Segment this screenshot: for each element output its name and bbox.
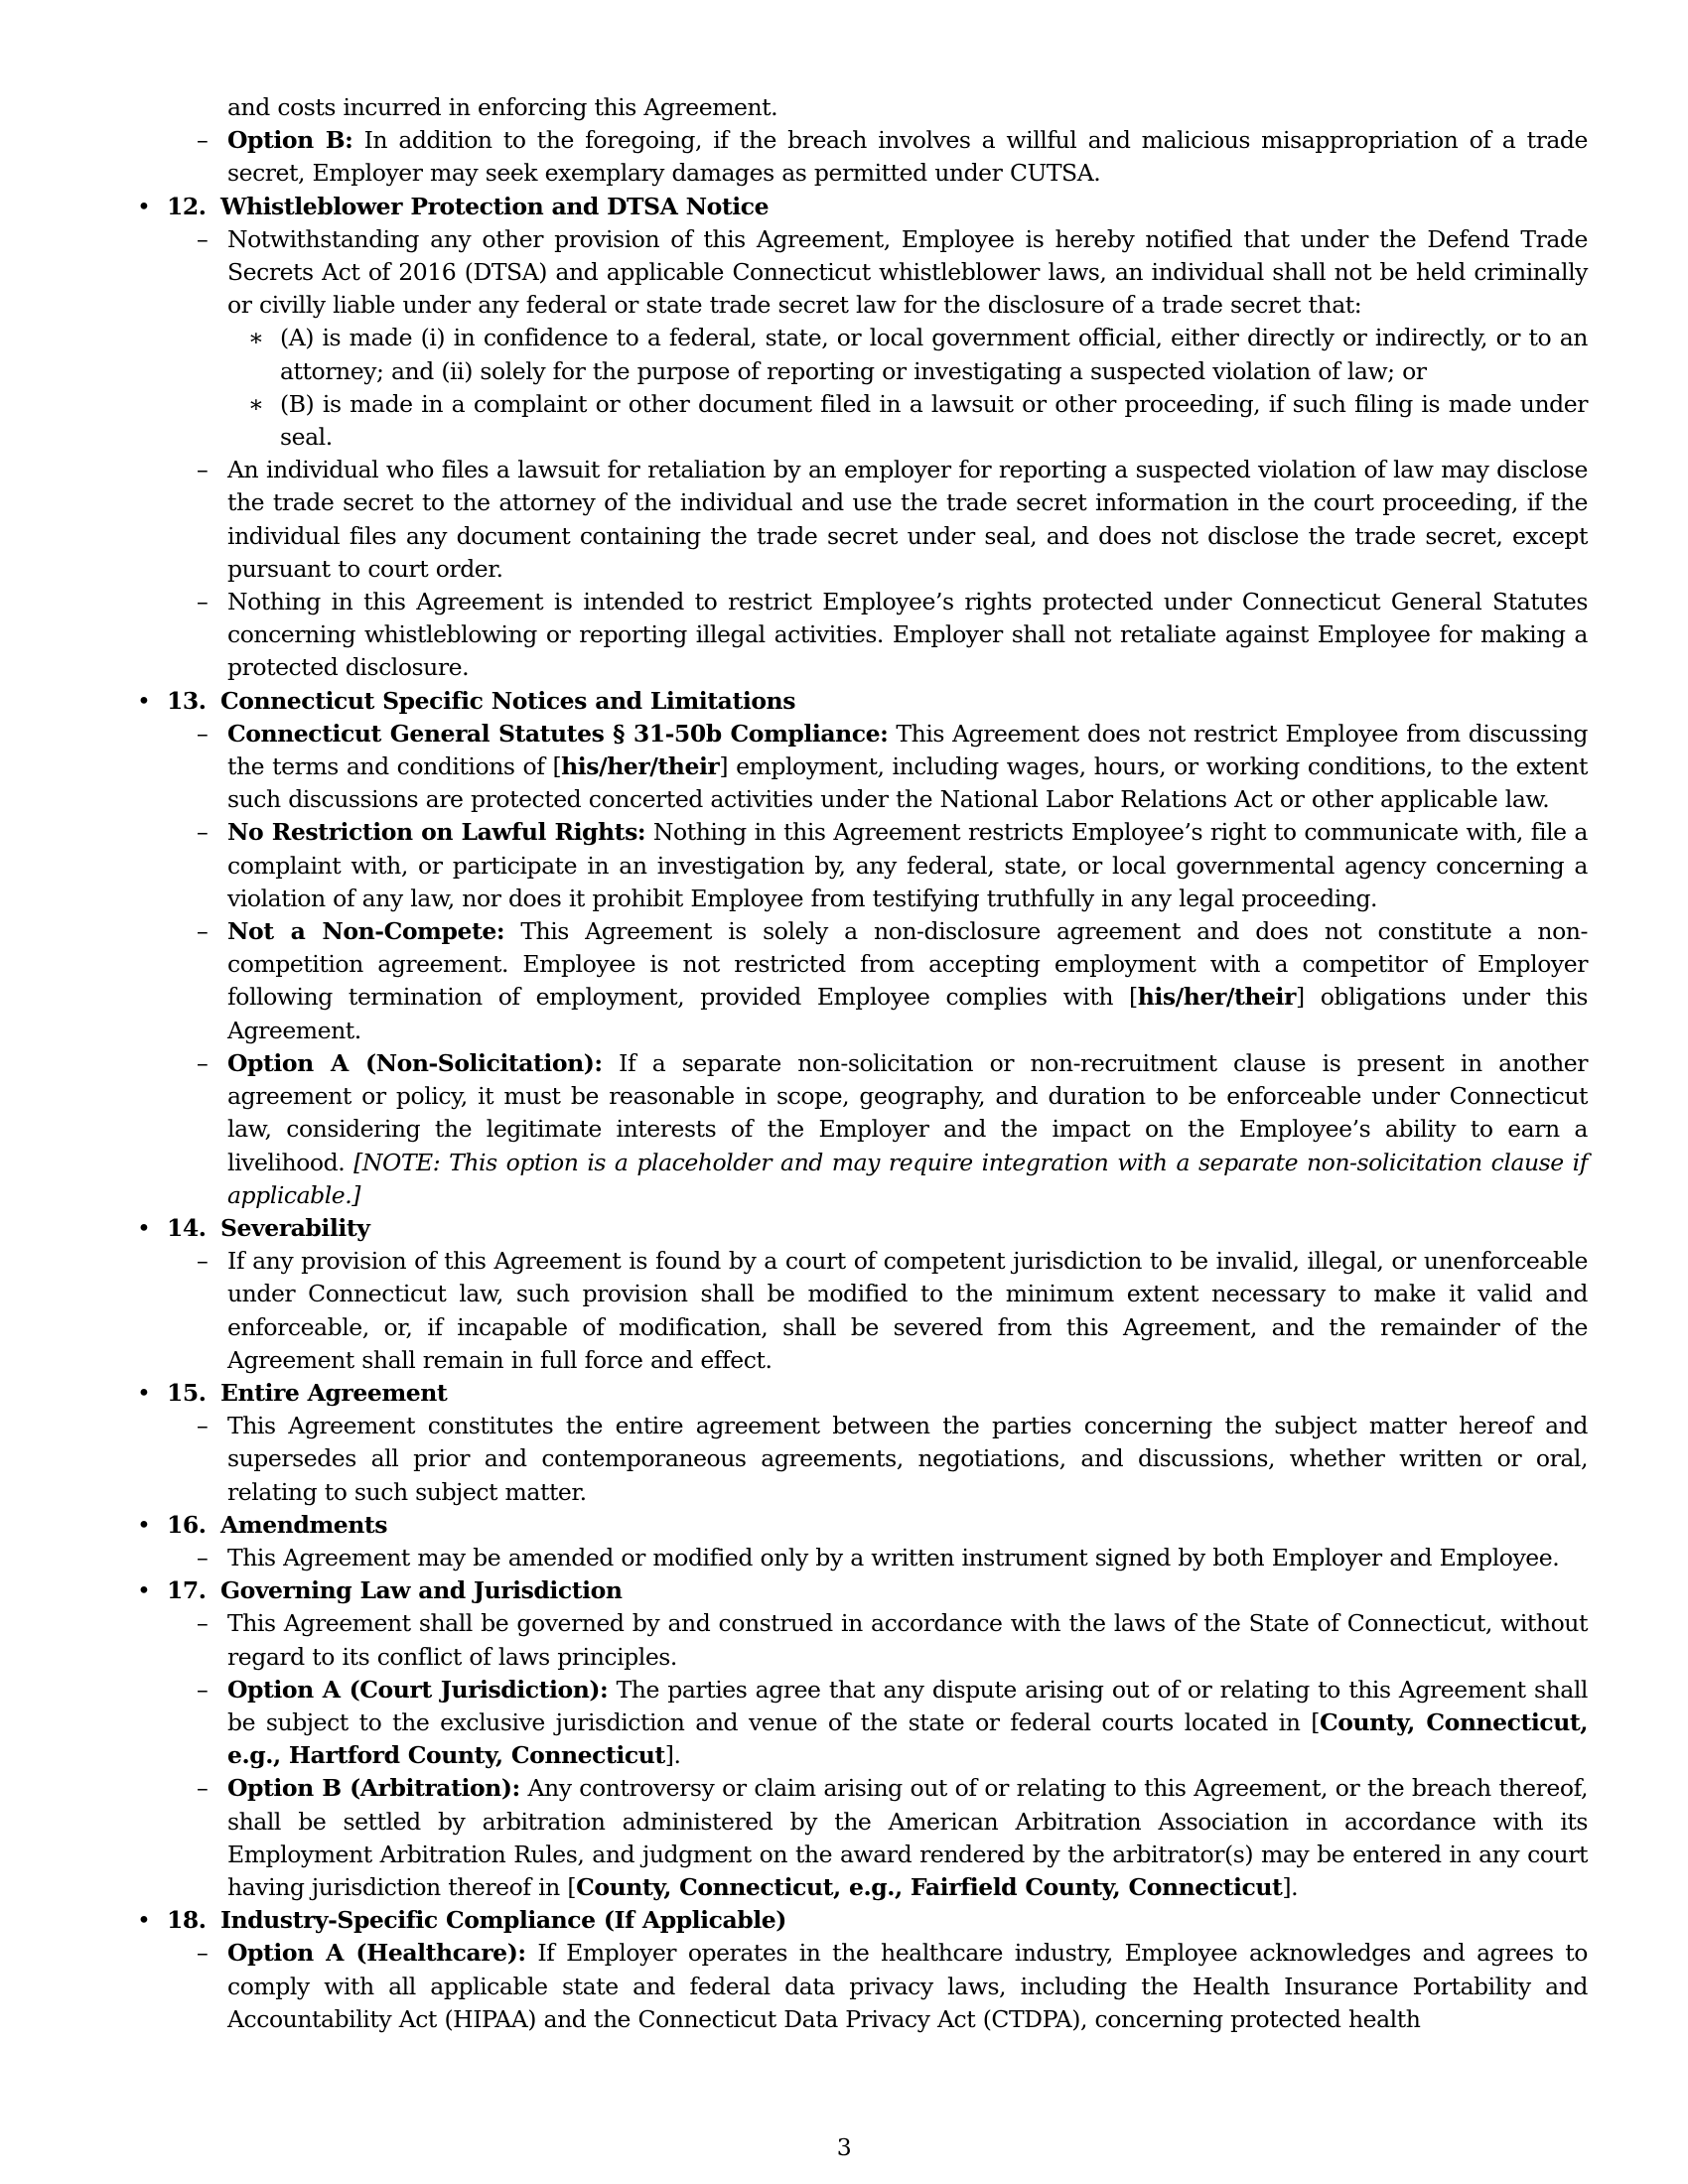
section-15-heading bbox=[0, 1377, 1688, 1410]
item-text: ]. bbox=[664, 1741, 681, 1770]
section-title: Industry-Specific Compliance (If Applicable) bbox=[220, 1906, 786, 1935]
page-number: 3 bbox=[836, 2133, 852, 2161]
section-number: 13. bbox=[167, 686, 207, 715]
section-17-heading bbox=[0, 1574, 1688, 1607]
paragraph-text: An individual who files a lawsuit for retaliation by an employer for reporting a suspected violation of law may disclose the trade secret to the attorney of the individual and use the trade secret information in the court proceeding, if the individual files any document containing the trade secret under seal, and does not disclose the trade secret, except pursuant to court order. bbox=[227, 456, 1588, 583]
paragraph-text: This Agreement shall be governed by and construed in accordance with the laws of the State of Connecticut, without regard to its conflict of laws principles. bbox=[227, 1609, 1588, 1671]
section-12-heading bbox=[0, 191, 1688, 223]
dash-marker: – bbox=[197, 917, 209, 946]
dash-marker: – bbox=[197, 1048, 209, 1077]
dash-marker: – bbox=[197, 1412, 209, 1440]
section-12-subitem-a bbox=[0, 322, 1588, 387]
asterisk-marker: ∗ bbox=[248, 389, 264, 418]
section-12-item-3 bbox=[0, 586, 1588, 685]
section-14-heading bbox=[0, 1212, 1688, 1245]
dash-marker: – bbox=[197, 1939, 209, 1968]
section-18-heading bbox=[0, 1904, 1688, 1937]
section-17-item-1 bbox=[0, 1607, 1588, 1673]
dash-marker: – bbox=[197, 1543, 209, 1571]
section-13-item-3 bbox=[0, 915, 1588, 1047]
section-13-heading bbox=[0, 685, 1688, 718]
dash-marker: – bbox=[197, 719, 209, 748]
bullet-marker: • bbox=[137, 1906, 151, 1935]
section-12-subitem-b bbox=[0, 388, 1588, 454]
item-label: Option A (Non-Solicitation): bbox=[227, 1048, 603, 1077]
section-14-item-1 bbox=[0, 1245, 1588, 1377]
section-13-item-1 bbox=[0, 718, 1588, 817]
section-13-item-2 bbox=[0, 816, 1588, 915]
section-title: Severability bbox=[220, 1213, 370, 1242]
dash-marker: – bbox=[197, 818, 209, 847]
section-number: 18. bbox=[167, 1906, 207, 1935]
dash-marker: – bbox=[197, 126, 209, 155]
section-15-item-1 bbox=[0, 1410, 1588, 1509]
bullet-marker: • bbox=[137, 1510, 151, 1539]
section-12-item-2 bbox=[0, 454, 1588, 586]
subitem-text: (A) is made (i) in confidence to a federal, state, or local government official, either directly or indirectly, or to an attorney; and (ii) solely for the purpose of reporting or investigating a suspected violation of law; or bbox=[280, 324, 1588, 385]
placeholder-county: County, Connecticut, e.g., Hartford County, Connecticut bbox=[227, 1707, 1588, 1770]
item-text: This Agreement is solely a non-disclosure agreement and does not constitute a non-competition agreement. Employee is not restricted from accepting employment with a competitor of Employer following termination of employment, provided Employee complies with [ bbox=[227, 917, 1588, 1012]
section-16-item-1 bbox=[0, 1542, 1588, 1574]
item-text: ]. bbox=[1282, 1872, 1299, 1901]
dash-marker: – bbox=[197, 1609, 209, 1638]
dash-marker: – bbox=[197, 456, 209, 484]
item-label: Connecticut General Statutes § 31-50b Compliance: bbox=[227, 719, 889, 748]
item-label: Option A (Healthcare): bbox=[227, 1939, 526, 1968]
item-text: ] employment, including wages, hours, or working conditions, to the extent such discussions are protected concerted activities under the National Labor Relations Act or other applicable law. bbox=[227, 752, 1588, 814]
item-label: Option B (Arbitration): bbox=[227, 1774, 520, 1803]
italic-note: [NOTE: This option is a placeholder and may require integration with a separate non-solicitation clause if applicable.] bbox=[227, 1148, 1588, 1209]
item-label: No Restriction on Lawful Rights: bbox=[227, 818, 646, 847]
section-number: 15. bbox=[167, 1378, 207, 1407]
item-label: Option A (Court Jurisdiction): bbox=[227, 1675, 609, 1704]
item-text: This Agreement does not restrict Employee from discussing the terms and conditions of [ bbox=[227, 719, 1589, 781]
section-title: Connecticut Specific Notices and Limitations bbox=[220, 686, 795, 715]
bullet-marker: • bbox=[137, 192, 151, 220]
asterisk-marker: ∗ bbox=[248, 324, 264, 352]
section-title: Governing Law and Jurisdiction bbox=[220, 1576, 623, 1605]
section-17-item-2 bbox=[0, 1674, 1588, 1773]
dash-marker: – bbox=[197, 1675, 209, 1704]
placeholder-pronoun: his/her/their bbox=[1137, 983, 1296, 1012]
item-text: If Employer operates in the healthcare industry, Employee acknowledges and agrees to comply with all applicable state and federal data privacy laws, including the Health Insurance Portability and Accountability Act (HIPAA) and the Connecticut Data Privacy Act (CTDPA), concerning protected health bbox=[227, 1939, 1588, 2033]
bullet-marker: • bbox=[137, 686, 151, 715]
item-text: ] obligations under this Agreement. bbox=[227, 983, 1589, 1044]
option-text: In addition to the foregoing, if the breach involves a willful and malicious misappropriation of a trade secret, Employer may seek exemplary damages as permitted under CUTSA. bbox=[227, 126, 1588, 188]
placeholder-pronoun: his/her/their bbox=[561, 752, 720, 781]
subitem-text: (B) is made in a complaint or other document filed in a lawsuit or other proceeding, if such filing is made under seal. bbox=[280, 389, 1588, 452]
item-text: The parties agree that any dispute arising out of or relating to this Agreement shall be subject to the exclusive jurisdiction and venue of the state or federal courts located in [ bbox=[227, 1675, 1588, 1736]
bullet-marker: • bbox=[137, 1213, 151, 1242]
option-label: Option B: bbox=[227, 126, 353, 155]
paragraph-text: This Agreement constitutes the entire agreement between the parties concerning the subject matter hereof and supersedes all prior and contemporaneous agreements, negotiations, and discussions, whether written or oral, relating to such subject matter. bbox=[227, 1412, 1588, 1506]
section-title: Whistleblower Protection and DTSA Notice bbox=[220, 192, 770, 220]
bullet-marker: • bbox=[137, 1378, 151, 1407]
section-16-heading bbox=[0, 1509, 1688, 1542]
section-number: 14. bbox=[167, 1213, 207, 1242]
paragraph-text: Nothing in this Agreement is intended to restrict Employee’s rights protected under Connecticut General Statutes concerning whistleblowing or reporting illegal activities. Employer shall not retaliate against Employee for making a protected disclosure. bbox=[227, 588, 1588, 682]
dash-marker: – bbox=[197, 224, 209, 253]
bullet-marker: • bbox=[137, 1576, 151, 1605]
paragraph-text: If any provision of this Agreement is found by a court of competent jurisdiction to be invalid, illegal, or unenforceable under Connecticut law, such provision shall be modified to the minimum extent necessary to make it valid and enforceable, or, if incapable of modification, shall be severed from this Agreement, and the remainder of the Agreement shall remain in full force and effect. bbox=[227, 1247, 1588, 1374]
option-b-continuation bbox=[0, 124, 1588, 190]
section-17-item-3 bbox=[0, 1772, 1588, 1904]
section-12-item-1 bbox=[0, 223, 1588, 323]
item-text: Any controversy or claim arising out of or relating to this Agreement, or the breach thereof, shall be settled by arbitration administered by the American Arbitration Association in accordance with its Employment Arbitration Rules, and judgment on the award rendered by the arbitrator(s) may be entered in any court having jurisdiction thereof in [ bbox=[227, 1774, 1588, 1901]
item-text: If a separate non-solicitation or non-recruitment clause is present in another agreement or policy, it must be reasonable in scope, geography, and duration to be enforceable under Connecticut law, considering the legitimate interests of the Employer and the impact on the Employee’s ability to earn a livelihood. bbox=[227, 1048, 1588, 1176]
continuation-text: and costs incurred in enforcing this Agreement. bbox=[227, 93, 778, 121]
section-13-item-4 bbox=[0, 1047, 1588, 1212]
dash-marker: – bbox=[197, 1247, 209, 1276]
section-number: 17. bbox=[167, 1576, 207, 1605]
placeholder-county: County, Connecticut, e.g., Fairfield County, Connecticut bbox=[576, 1872, 1283, 1901]
section-title: Amendments bbox=[220, 1510, 388, 1539]
dash-marker: – bbox=[197, 588, 209, 616]
item-label: Not a Non-Compete: bbox=[227, 917, 505, 946]
paragraph-text: Notwithstanding any other provision of this Agreement, Employee is hereby notified that under the Defend Trade Secrets Act of 2016 (DTSA) and applicable Connecticut whistleblower laws, an individual shall not be held criminally or civilly liable under any federal or state trade secret law for the disclosure of a trade secret that: bbox=[227, 224, 1588, 320]
section-number: 12. bbox=[167, 192, 207, 220]
dash-marker: – bbox=[197, 1774, 209, 1803]
item-text: Nothing in this Agreement restricts Employee’s right to communicate with, file a complaint with, or participate in an investigation by, any federal, state, or local governmental agency concerning a violation of any law, nor does it prohibit Employee from testifying truthfully in any legal proceeding. bbox=[227, 818, 1588, 912]
section-18-item-1 bbox=[0, 1937, 1588, 2036]
paragraph-text: This Agreement may be amended or modified only by a written instrument signed by both Employer and Employee. bbox=[227, 1543, 1560, 1571]
section-title: Entire Agreement bbox=[220, 1378, 448, 1407]
section-number: 16. bbox=[167, 1510, 207, 1539]
